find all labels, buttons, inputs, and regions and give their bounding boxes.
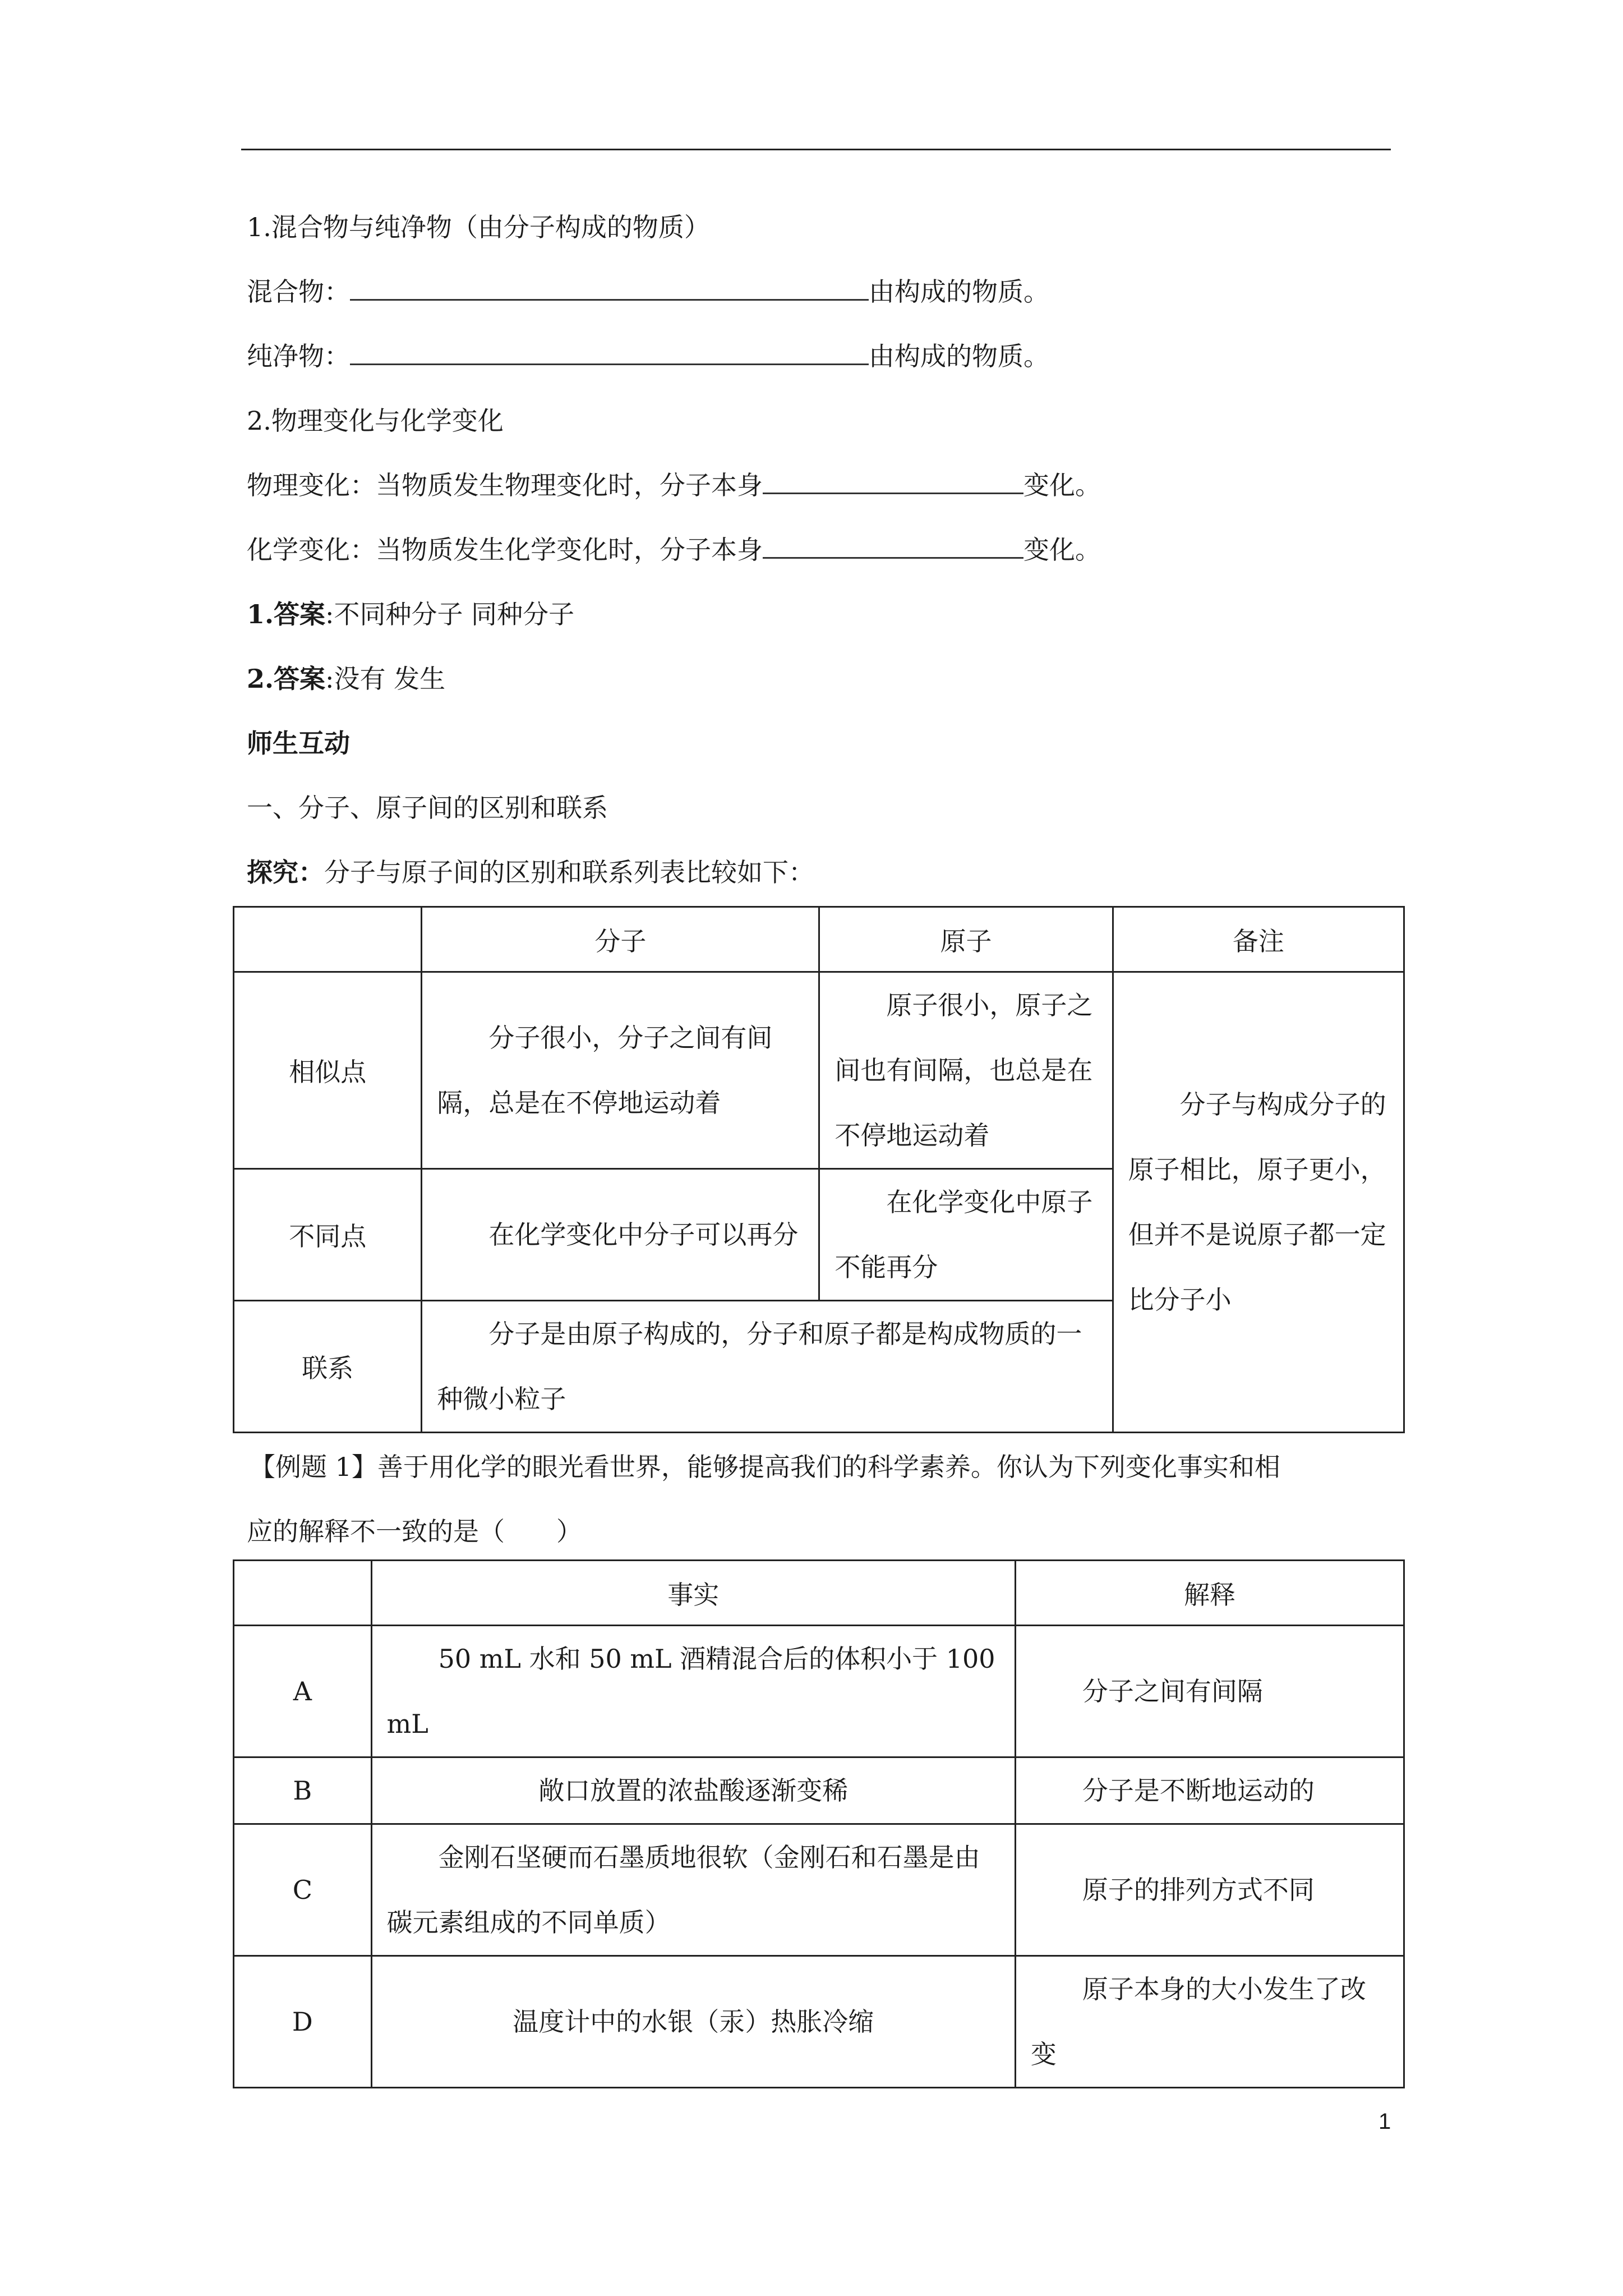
compare-header-row xyxy=(234,907,1404,972)
different-molecule xyxy=(422,1169,819,1301)
explore-text: 分子与原子间的区别和联系列表比较如下： xyxy=(324,857,814,887)
answer-2 xyxy=(247,662,445,696)
fact-d-text: 温度计中的水银（汞）热胀冷缩 xyxy=(513,2007,874,2037)
similar-row xyxy=(234,972,1404,1169)
example-table xyxy=(233,1559,1405,2088)
relation-text: 分子是由原子构成的，分子和原子都是构成物质的一种微小粒子 xyxy=(437,1319,1082,1414)
different-molecule-text: 在化学变化中分子可以再分 xyxy=(488,1220,799,1250)
fact-a-text: 50 mL 水和 50 mL 酒精混合后的体积小于 100 mL xyxy=(386,1644,995,1739)
answer-2-label: 2.答案 xyxy=(247,664,326,694)
explain-c xyxy=(1015,1824,1404,1956)
interaction-subheading: 一、分子、原子间的区别和联系 xyxy=(247,793,608,823)
physical-blank[interactable] xyxy=(763,470,1023,494)
example-line-1: 【例题 1】善于用化学的眼光看世界，能够提高我们的科学素养。你认为下列变化事实和相 xyxy=(250,1452,1280,1482)
fact-d xyxy=(371,1956,1015,2088)
explain-d-text: 原子本身的大小发生了改变 xyxy=(1030,1974,1366,2069)
answer-1 xyxy=(247,597,574,631)
different-atom xyxy=(819,1169,1113,1301)
explain-a xyxy=(1015,1626,1404,1757)
explain-a-text: 分子之间有间隔 xyxy=(1082,1676,1263,1706)
compare-header-empty xyxy=(234,907,422,972)
different-label: 不同点 xyxy=(234,1169,422,1301)
explain-b-text: 分子是不断地运动的 xyxy=(1082,1775,1315,1806)
option-d: D xyxy=(234,1956,372,2088)
mixture-line xyxy=(247,275,1049,309)
fact-b-text: 敞口放置的浓盐酸逐渐变稀 xyxy=(538,1775,849,1806)
physical-prefix: 物理变化：当物质发生物理变化时，分子本身 xyxy=(247,470,763,500)
mixture-label: 混合物： xyxy=(247,277,350,307)
example-row-c xyxy=(234,1824,1404,1956)
example-header-explain: 解释 xyxy=(1015,1561,1404,1626)
answer-1-text: :不同种分子 同种分子 xyxy=(325,599,575,629)
note-cell xyxy=(1113,972,1404,1433)
compare-header-note: 备注 xyxy=(1113,907,1404,972)
similar-molecule-text: 分子很小，分子之间有间隔，总是在不停地运动着 xyxy=(437,1023,773,1118)
fact-c-text: 金刚石坚硬而石墨质地很软（金刚石和石墨是由碳元素组成的不同单质） xyxy=(386,1842,980,1938)
compare-table xyxy=(233,906,1405,1433)
example-header-fact: 事实 xyxy=(371,1561,1015,1626)
similar-molecule xyxy=(422,972,819,1169)
compare-header-molecule: 分子 xyxy=(422,907,819,972)
explore-label: 探究： xyxy=(247,857,324,887)
example-row-d xyxy=(234,1956,1404,2088)
answer-1-label: 1.答案 xyxy=(247,599,326,629)
section2-heading: 2.物理变化与化学变化 xyxy=(247,406,504,436)
example-line-2: 应的解释不一致的是（ ） xyxy=(247,1516,582,1547)
example-header-empty xyxy=(234,1561,372,1626)
physical-line xyxy=(247,468,1101,502)
physical-suffix: 变化。 xyxy=(1023,470,1101,500)
fact-c xyxy=(371,1824,1015,1956)
different-atom-text: 在化学变化中原子不能再分 xyxy=(834,1187,1093,1282)
compare-header-atom: 原子 xyxy=(819,907,1113,972)
relation-label: 联系 xyxy=(234,1301,422,1433)
similar-atom-text: 原子很小，原子之间也有间隔，也总是在不停地运动着 xyxy=(834,990,1093,1151)
pure-suffix: 由构成的物质。 xyxy=(869,341,1049,371)
page-number: 1 xyxy=(1378,2109,1391,2134)
interaction-title: 师生互动 xyxy=(247,728,350,758)
mixture-suffix: 由构成的物质。 xyxy=(869,277,1049,307)
example-row-b xyxy=(234,1757,1404,1824)
explain-d xyxy=(1015,1956,1404,2088)
fact-b xyxy=(371,1757,1015,1824)
chemical-prefix: 化学变化：当物质发生化学变化时，分子本身 xyxy=(247,535,763,565)
relation-cell xyxy=(422,1301,1113,1433)
option-a: A xyxy=(234,1626,372,1757)
similar-atom xyxy=(819,972,1113,1169)
example-row-a xyxy=(234,1626,1404,1757)
section1-heading: 1.混合物与纯净物（由分子构成的物质） xyxy=(247,212,710,242)
note-text: 分子与构成分子的原子相比，原子更小，但并不是说原子都一定比分子小 xyxy=(1128,1089,1386,1315)
pure-label: 纯净物： xyxy=(247,341,350,371)
fact-a xyxy=(371,1626,1015,1757)
chemical-line xyxy=(247,533,1101,567)
chemical-suffix: 变化。 xyxy=(1023,535,1101,565)
mixture-blank[interactable] xyxy=(350,277,869,301)
chemical-blank[interactable] xyxy=(763,535,1023,559)
similar-label: 相似点 xyxy=(234,972,422,1169)
option-b: B xyxy=(234,1757,372,1824)
explain-b xyxy=(1015,1757,1404,1824)
explain-c-text: 原子的排列方式不同 xyxy=(1082,1875,1315,1905)
explore-line xyxy=(247,855,814,889)
option-c: C xyxy=(234,1824,372,1956)
pure-line xyxy=(247,339,1049,373)
pure-blank[interactable] xyxy=(350,341,869,365)
answer-2-text: :没有 发生 xyxy=(325,664,446,694)
header-rule xyxy=(241,149,1391,150)
example-header-row xyxy=(234,1561,1404,1626)
